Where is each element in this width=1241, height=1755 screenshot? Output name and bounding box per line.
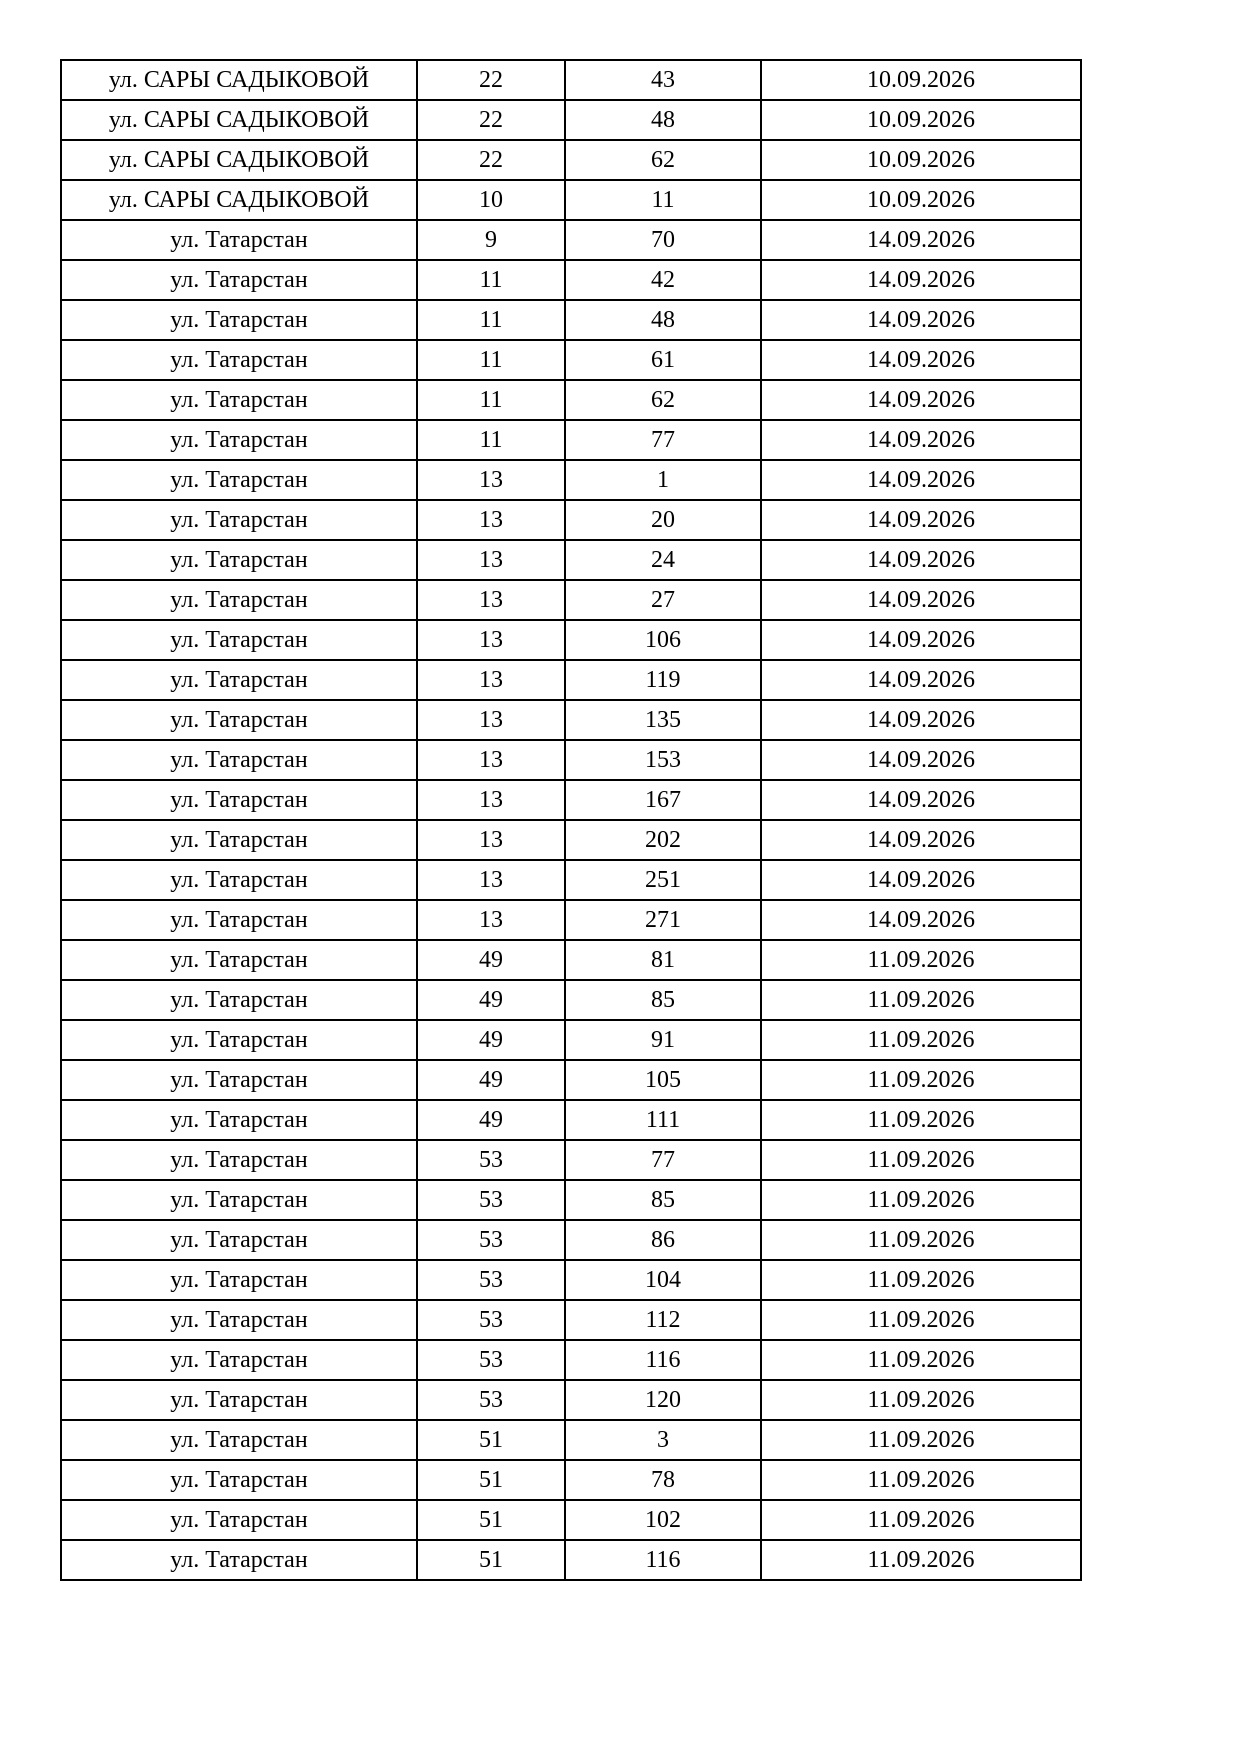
date-cell: 14.09.2026 (761, 580, 1081, 620)
apartment-number-cell: 104 (565, 1260, 761, 1300)
table-row (61, 1340, 1081, 1380)
apartment-number-cell: 153 (565, 740, 761, 780)
apartment-number-cell: 271 (565, 900, 761, 940)
house-number-cell: 9 (417, 220, 565, 260)
table-row (61, 1540, 1081, 1580)
table-row (61, 460, 1081, 500)
date-cell: 14.09.2026 (761, 900, 1081, 940)
table-row (61, 420, 1081, 460)
street-cell: ул. Татарстан (61, 940, 417, 980)
apartment-number-cell: 24 (565, 540, 761, 580)
street-cell: ул. Татарстан (61, 1420, 417, 1460)
date-cell: 14.09.2026 (761, 460, 1081, 500)
apartment-number-cell: 1 (565, 460, 761, 500)
table-row (61, 740, 1081, 780)
house-number-cell: 13 (417, 540, 565, 580)
apartment-number-cell: 62 (565, 380, 761, 420)
table-row (61, 1500, 1081, 1540)
house-number-cell: 13 (417, 820, 565, 860)
apartment-number-cell: 105 (565, 1060, 761, 1100)
apartment-number-cell: 135 (565, 700, 761, 740)
apartment-number-cell: 251 (565, 860, 761, 900)
table-row (61, 260, 1081, 300)
table-row (61, 860, 1081, 900)
street-cell: ул. Татарстан (61, 1500, 417, 1540)
house-number-cell: 13 (417, 700, 565, 740)
house-number-cell: 13 (417, 660, 565, 700)
table-row (61, 140, 1081, 180)
street-cell: ул. Татарстан (61, 900, 417, 940)
table-row (61, 1460, 1081, 1500)
date-cell: 11.09.2026 (761, 1060, 1081, 1100)
table-row (61, 180, 1081, 220)
street-cell: ул. САРЫ САДЫКОВОЙ (61, 180, 417, 220)
apartment-number-cell: 48 (565, 100, 761, 140)
date-cell: 11.09.2026 (761, 1500, 1081, 1540)
date-cell: 14.09.2026 (761, 820, 1081, 860)
apartment-number-cell: 61 (565, 340, 761, 380)
table-row (61, 940, 1081, 980)
table-row (61, 660, 1081, 700)
street-cell: ул. Татарстан (61, 540, 417, 580)
street-cell: ул. Татарстан (61, 300, 417, 340)
date-cell: 11.09.2026 (761, 1300, 1081, 1340)
street-cell: ул. Татарстан (61, 660, 417, 700)
date-cell: 14.09.2026 (761, 300, 1081, 340)
apartment-number-cell: 91 (565, 1020, 761, 1060)
date-cell: 11.09.2026 (761, 1020, 1081, 1060)
house-number-cell: 22 (417, 100, 565, 140)
apartment-number-cell: 77 (565, 420, 761, 460)
street-cell: ул. Татарстан (61, 460, 417, 500)
apartment-number-cell: 86 (565, 1220, 761, 1260)
house-number-cell: 13 (417, 460, 565, 500)
house-number-cell: 11 (417, 340, 565, 380)
house-number-cell: 53 (417, 1380, 565, 1420)
street-cell: ул. Татарстан (61, 1460, 417, 1500)
apartment-number-cell: 120 (565, 1380, 761, 1420)
apartment-number-cell: 42 (565, 260, 761, 300)
house-number-cell: 53 (417, 1300, 565, 1340)
date-cell: 11.09.2026 (761, 1420, 1081, 1460)
date-cell: 11.09.2026 (761, 1100, 1081, 1140)
street-cell: ул. Татарстан (61, 980, 417, 1020)
house-number-cell: 53 (417, 1180, 565, 1220)
date-cell: 11.09.2026 (761, 1220, 1081, 1260)
apartment-number-cell: 78 (565, 1460, 761, 1500)
table-row (61, 1140, 1081, 1180)
house-number-cell: 53 (417, 1220, 565, 1260)
apartment-number-cell: 85 (565, 1180, 761, 1220)
table-row (61, 1220, 1081, 1260)
table-row (61, 580, 1081, 620)
apartment-number-cell: 167 (565, 780, 761, 820)
date-cell: 11.09.2026 (761, 1540, 1081, 1580)
table-row (61, 300, 1081, 340)
house-number-cell: 13 (417, 860, 565, 900)
apartment-number-cell: 62 (565, 140, 761, 180)
apartment-number-cell: 202 (565, 820, 761, 860)
street-cell: ул. Татарстан (61, 740, 417, 780)
house-number-cell: 49 (417, 1100, 565, 1140)
apartment-number-cell: 70 (565, 220, 761, 260)
apartment-number-cell: 77 (565, 1140, 761, 1180)
date-cell: 14.09.2026 (761, 340, 1081, 380)
house-number-cell: 53 (417, 1260, 565, 1300)
table-row (61, 1300, 1081, 1340)
apartment-number-cell: 20 (565, 500, 761, 540)
date-cell: 11.09.2026 (761, 980, 1081, 1020)
date-cell: 10.09.2026 (761, 140, 1081, 180)
table-row (61, 900, 1081, 940)
table-row (61, 380, 1081, 420)
street-cell: ул. Татарстан (61, 620, 417, 660)
date-cell: 14.09.2026 (761, 700, 1081, 740)
house-number-cell: 53 (417, 1140, 565, 1180)
street-cell: ул. Татарстан (61, 260, 417, 300)
street-cell: ул. Татарстан (61, 1220, 417, 1260)
house-number-cell: 49 (417, 940, 565, 980)
table-row (61, 100, 1081, 140)
house-number-cell: 13 (417, 740, 565, 780)
house-number-cell: 51 (417, 1540, 565, 1580)
street-cell: ул. Татарстан (61, 700, 417, 740)
house-number-cell: 51 (417, 1460, 565, 1500)
house-number-cell: 49 (417, 1020, 565, 1060)
house-number-cell: 13 (417, 500, 565, 540)
date-cell: 11.09.2026 (761, 1260, 1081, 1300)
table-row (61, 540, 1081, 580)
house-number-cell: 11 (417, 260, 565, 300)
street-cell: ул. Татарстан (61, 1300, 417, 1340)
street-cell: ул. Татарстан (61, 1340, 417, 1380)
date-cell: 14.09.2026 (761, 420, 1081, 460)
house-number-cell: 13 (417, 780, 565, 820)
apartment-number-cell: 11 (565, 180, 761, 220)
date-cell: 14.09.2026 (761, 860, 1081, 900)
house-number-cell: 22 (417, 60, 565, 100)
street-cell: ул. Татарстан (61, 860, 417, 900)
street-cell: ул. Татарстан (61, 340, 417, 380)
street-cell: ул. САРЫ САДЫКОВОЙ (61, 60, 417, 100)
street-cell: ул. САРЫ САДЫКОВОЙ (61, 140, 417, 180)
street-cell: ул. Татарстан (61, 580, 417, 620)
date-cell: 14.09.2026 (761, 620, 1081, 660)
table-row (61, 820, 1081, 860)
house-number-cell: 13 (417, 580, 565, 620)
apartment-number-cell: 106 (565, 620, 761, 660)
table-row (61, 700, 1081, 740)
house-number-cell: 11 (417, 380, 565, 420)
house-number-cell: 51 (417, 1420, 565, 1460)
date-cell: 14.09.2026 (761, 780, 1081, 820)
street-cell: ул. Татарстан (61, 1540, 417, 1580)
street-cell: ул. Татарстан (61, 780, 417, 820)
table-row (61, 1420, 1081, 1460)
table-row (61, 340, 1081, 380)
date-cell: 11.09.2026 (761, 1140, 1081, 1180)
date-cell: 11.09.2026 (761, 1340, 1081, 1380)
date-cell: 14.09.2026 (761, 220, 1081, 260)
apartment-number-cell: 112 (565, 1300, 761, 1340)
date-cell: 14.09.2026 (761, 740, 1081, 780)
date-cell: 14.09.2026 (761, 540, 1081, 580)
house-number-cell: 22 (417, 140, 565, 180)
table-row (61, 980, 1081, 1020)
street-cell: ул. Татарстан (61, 1140, 417, 1180)
house-number-cell: 11 (417, 300, 565, 340)
street-cell: ул. Татарстан (61, 500, 417, 540)
apartment-number-cell: 81 (565, 940, 761, 980)
street-cell: ул. Татарстан (61, 1020, 417, 1060)
date-cell: 11.09.2026 (761, 940, 1081, 980)
street-cell: ул. Татарстан (61, 820, 417, 860)
street-cell: ул. Татарстан (61, 1260, 417, 1300)
date-cell: 11.09.2026 (761, 1460, 1081, 1500)
date-cell: 14.09.2026 (761, 260, 1081, 300)
apartment-number-cell: 48 (565, 300, 761, 340)
apartment-number-cell: 27 (565, 580, 761, 620)
date-cell: 14.09.2026 (761, 500, 1081, 540)
table-row (61, 620, 1081, 660)
street-cell: ул. Татарстан (61, 1180, 417, 1220)
table-row (61, 1100, 1081, 1140)
table-row (61, 1180, 1081, 1220)
house-number-cell: 13 (417, 620, 565, 660)
table-row (61, 1380, 1081, 1420)
table-row (61, 1260, 1081, 1300)
table-row (61, 500, 1081, 540)
house-number-cell: 49 (417, 980, 565, 1020)
house-number-cell: 13 (417, 900, 565, 940)
house-number-cell: 51 (417, 1500, 565, 1540)
street-cell: ул. Татарстан (61, 380, 417, 420)
table-row (61, 1020, 1081, 1060)
street-cell: ул. Татарстан (61, 1060, 417, 1100)
street-cell: ул. САРЫ САДЫКОВОЙ (61, 100, 417, 140)
date-cell: 14.09.2026 (761, 380, 1081, 420)
house-number-cell: 10 (417, 180, 565, 220)
street-cell: ул. Татарстан (61, 1100, 417, 1140)
date-cell: 10.09.2026 (761, 100, 1081, 140)
apartment-number-cell: 3 (565, 1420, 761, 1460)
date-cell: 11.09.2026 (761, 1380, 1081, 1420)
table-row (61, 1060, 1081, 1100)
date-cell: 10.09.2026 (761, 60, 1081, 100)
table-row (61, 60, 1081, 100)
street-cell: ул. Татарстан (61, 220, 417, 260)
street-cell: ул. Татарстан (61, 1380, 417, 1420)
apartment-number-cell: 116 (565, 1540, 761, 1580)
apartment-number-cell: 119 (565, 660, 761, 700)
street-cell: ул. Татарстан (61, 420, 417, 460)
house-number-cell: 11 (417, 420, 565, 460)
table-body (61, 60, 1081, 1580)
date-cell: 14.09.2026 (761, 660, 1081, 700)
apartment-number-cell: 116 (565, 1340, 761, 1380)
apartment-number-cell: 102 (565, 1500, 761, 1540)
address-schedule-table (60, 59, 1082, 1581)
table-row (61, 780, 1081, 820)
apartment-number-cell: 111 (565, 1100, 761, 1140)
house-number-cell: 53 (417, 1340, 565, 1380)
date-cell: 10.09.2026 (761, 180, 1081, 220)
date-cell: 11.09.2026 (761, 1180, 1081, 1220)
apartment-number-cell: 85 (565, 980, 761, 1020)
apartment-number-cell: 43 (565, 60, 761, 100)
table-row (61, 220, 1081, 260)
house-number-cell: 49 (417, 1060, 565, 1100)
